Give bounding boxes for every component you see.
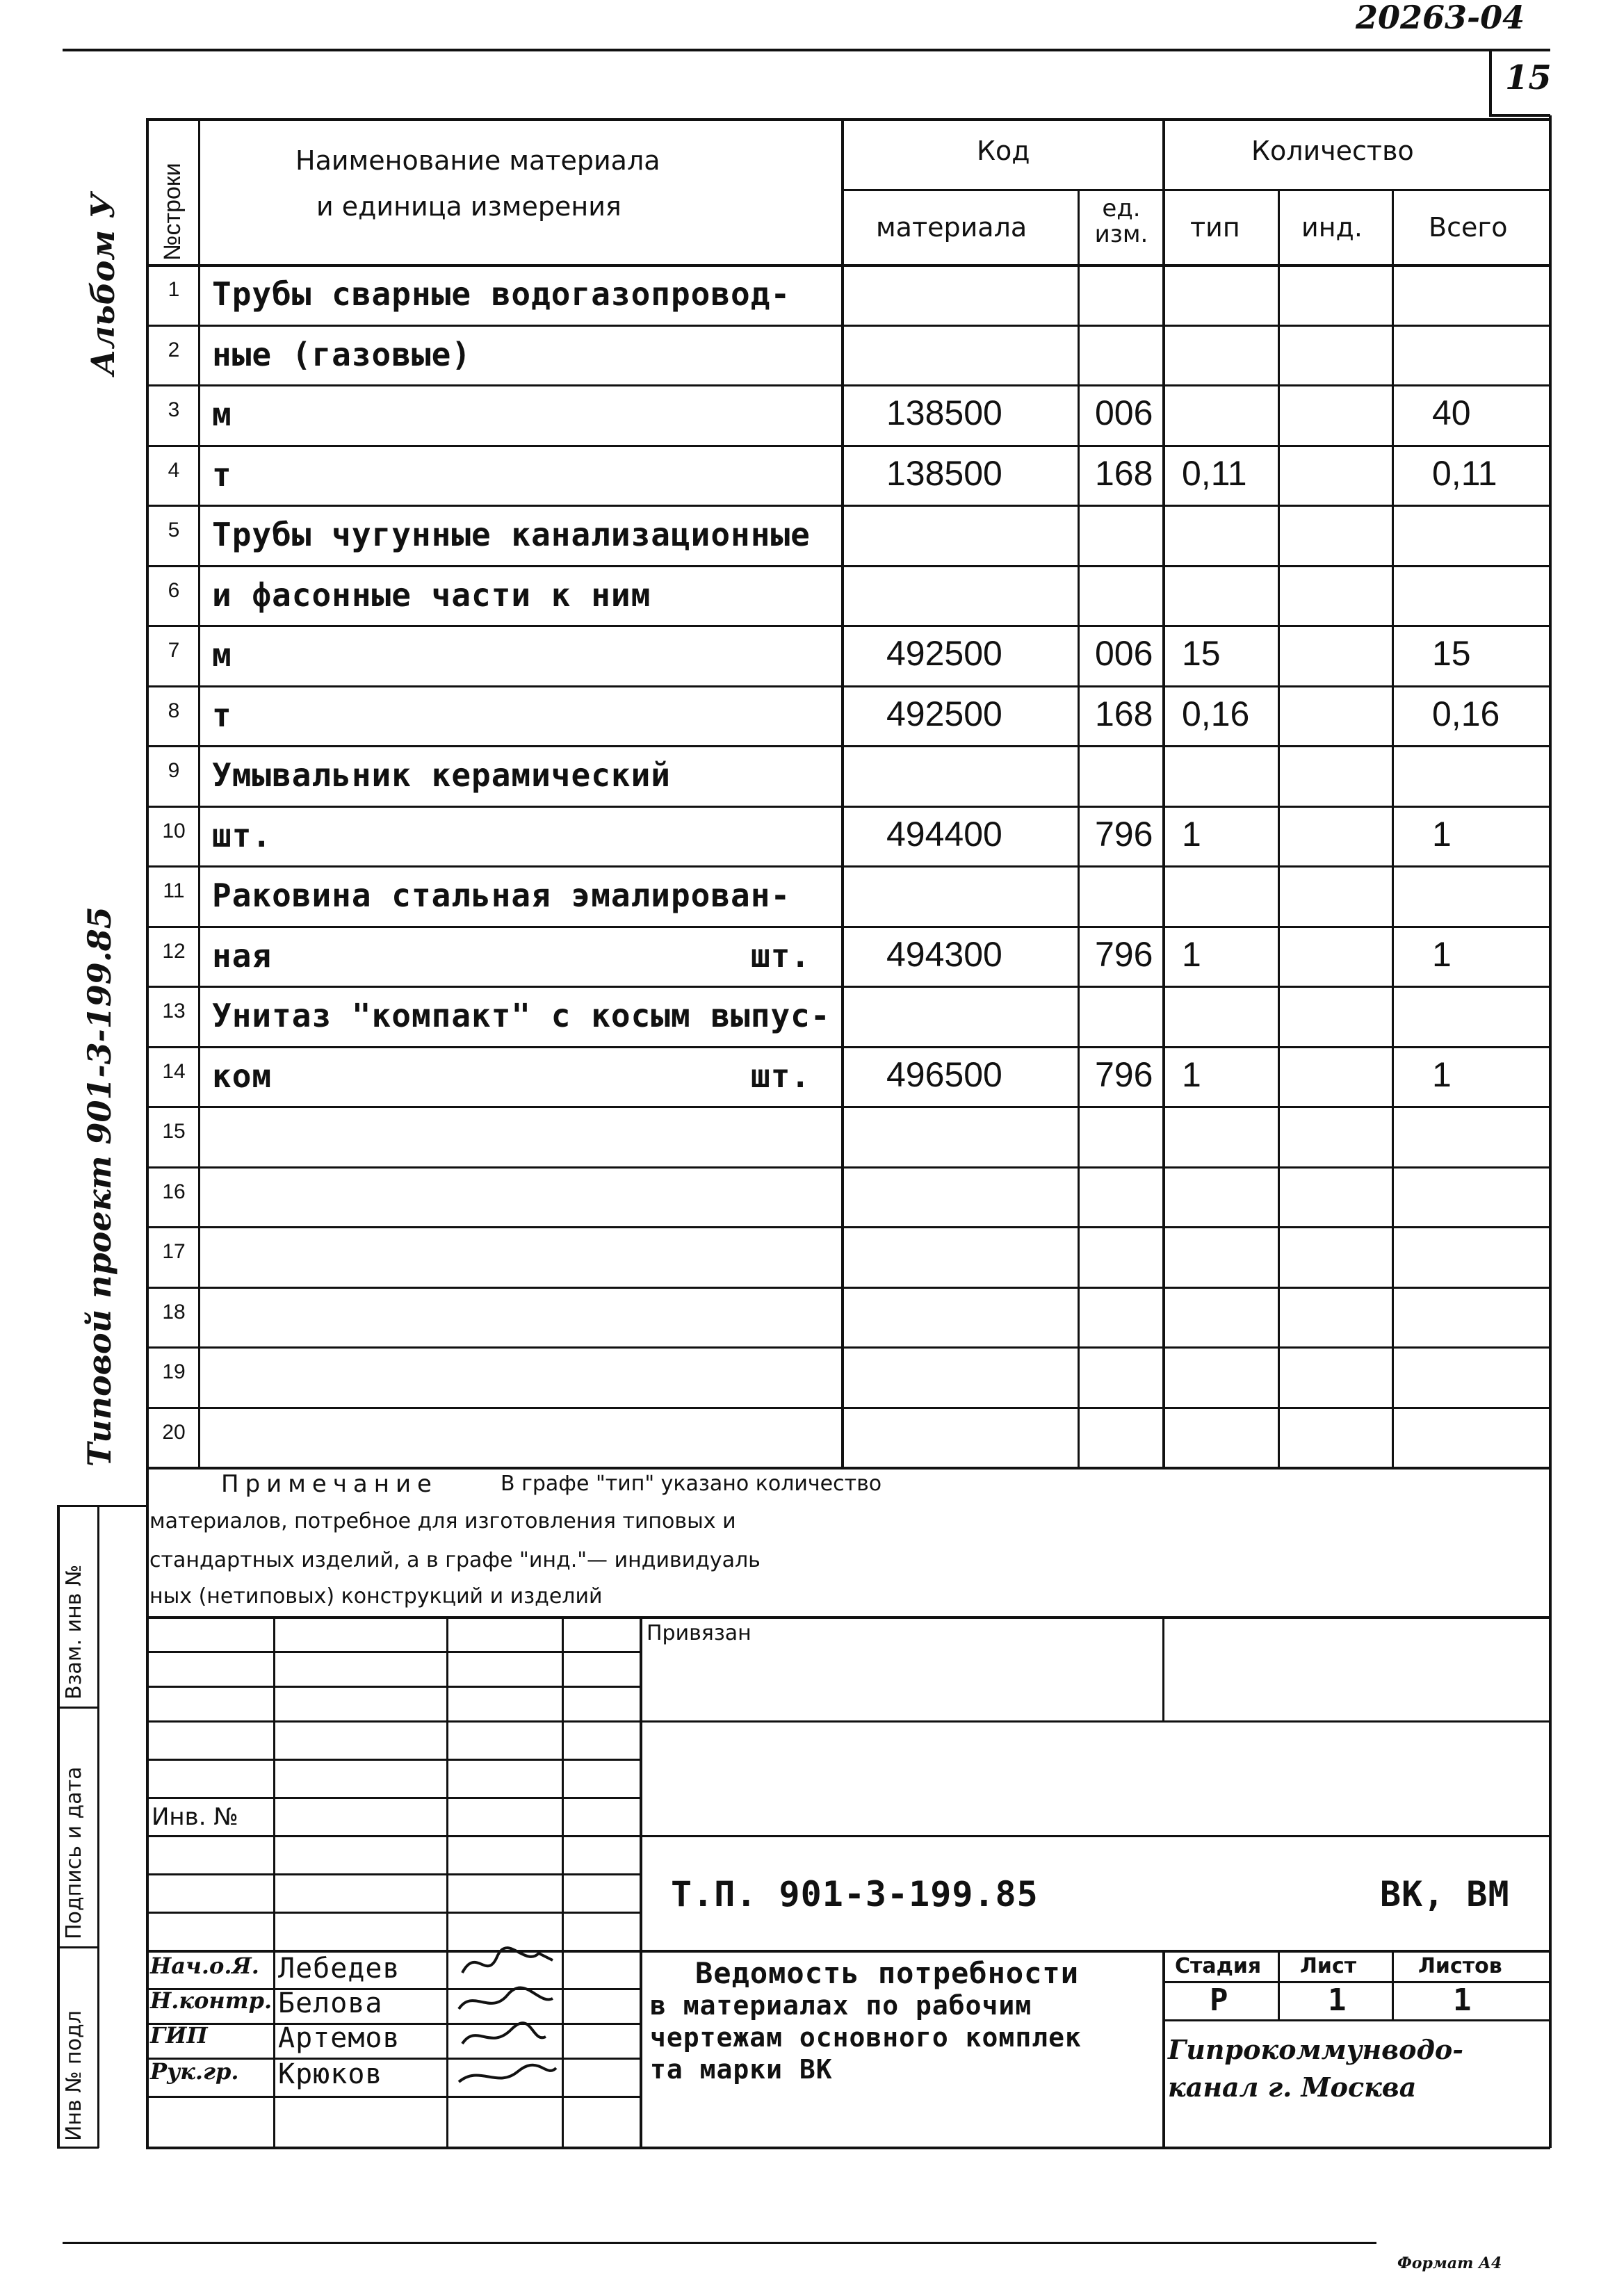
row-qty-tip: 1 xyxy=(1182,815,1201,854)
qty-header: Количество xyxy=(1251,136,1414,166)
table-row-line xyxy=(146,445,1550,447)
row-qty-total: 1 xyxy=(1432,1055,1452,1094)
row-number: 15 xyxy=(162,1120,186,1143)
table-row-line xyxy=(146,1046,1550,1048)
row-qty-total: 0,11 xyxy=(1432,454,1497,493)
sheets-value: 1 xyxy=(1453,1982,1472,2018)
table-row-line xyxy=(146,806,1550,808)
stamp-col-5 xyxy=(1162,1616,1164,1720)
col-tip-sep xyxy=(1278,189,1280,1468)
stage-values-line xyxy=(1162,2019,1550,2021)
row-number: 20 xyxy=(162,1421,186,1444)
stamp-top xyxy=(146,1616,1550,1619)
stamp-line-m xyxy=(146,2096,640,2098)
row-qty-tip: 0,11 xyxy=(1182,454,1247,493)
page-number-box-bottom xyxy=(1489,114,1550,117)
page-number-box-left xyxy=(1489,49,1492,115)
row-name: шт. xyxy=(212,817,273,854)
note-line3: стандартных изделий, а в графе "инд."— индивидуаль xyxy=(149,1548,761,1572)
inv-no-label: Инв. № xyxy=(152,1803,238,1831)
row-qty-total: 40 xyxy=(1432,393,1471,432)
name-header-line1: Наименование материала xyxy=(295,145,660,176)
qty-ind-header: инд. xyxy=(1301,212,1363,243)
stage-col-sep1 xyxy=(1278,1950,1280,2019)
row-qty-total: 0,16 xyxy=(1432,694,1500,733)
row-name: м xyxy=(212,636,232,674)
sheet-label: Лист xyxy=(1300,1954,1357,1978)
row-name: Умывальник керамический xyxy=(212,756,671,794)
col-ind-sep xyxy=(1392,189,1394,1468)
row-number: 1 xyxy=(168,278,180,301)
table-row-line xyxy=(146,565,1550,567)
stage-label: Стадия xyxy=(1175,1954,1262,1978)
row-name: ная xyxy=(212,937,273,975)
stamp-col-1 xyxy=(273,1616,275,2147)
row-unit: шт. xyxy=(751,937,811,975)
row-qty-total: 1 xyxy=(1432,935,1452,974)
table-row-line xyxy=(146,1407,1550,1409)
row-number: 12 xyxy=(162,940,186,963)
left-strip-mid xyxy=(97,1505,99,2148)
table-row-line xyxy=(146,865,1550,868)
vzam-label: Взам. инв № xyxy=(62,1564,86,1700)
row-material-code: 138500 xyxy=(886,393,1002,432)
row-number: 3 xyxy=(168,398,180,421)
row-number: 18 xyxy=(162,1301,186,1324)
row-number: 19 xyxy=(162,1360,186,1383)
table-row-line xyxy=(146,685,1550,687)
signatory-role: Рук.гр. xyxy=(150,2058,239,2085)
signatory-role: Нач.о.Я. xyxy=(150,1953,259,1979)
qty-total-header: Всего xyxy=(1429,212,1508,243)
table-top xyxy=(146,118,1550,121)
table-row-line xyxy=(146,745,1550,747)
marks: ВК, ВМ xyxy=(1380,1874,1510,1914)
top-border-line xyxy=(63,49,1550,51)
stamp-line-e xyxy=(146,1797,640,1799)
table-row-line xyxy=(146,1166,1550,1169)
note-line1: В графе "тип" указано количество xyxy=(501,1472,882,1496)
row-number: 8 xyxy=(168,699,180,722)
sheets-label: Листов xyxy=(1418,1954,1502,1978)
row-material-code: 494400 xyxy=(886,815,1002,854)
row-name: т xyxy=(212,697,232,734)
row-material-code: 492500 xyxy=(886,634,1002,673)
row-material-code: 494300 xyxy=(886,935,1002,974)
table-row-line xyxy=(146,505,1550,507)
sheet-value: 1 xyxy=(1328,1982,1347,2018)
row-number: 5 xyxy=(168,519,180,542)
row-number: 10 xyxy=(162,820,186,842)
stamp-col-6 xyxy=(1162,1950,1165,2147)
row-name: Раковина стальная эмалирован- xyxy=(212,877,791,914)
row-name: м xyxy=(212,396,232,433)
note-title: Примечание xyxy=(221,1470,438,1498)
stage-col-sep2 xyxy=(1392,1950,1394,2019)
row-number: 9 xyxy=(168,759,180,782)
table-right xyxy=(1549,115,1552,2148)
stamp-line-g xyxy=(146,1873,640,1875)
album-label: Альбом У xyxy=(84,193,122,375)
stamp-line-d xyxy=(146,1759,640,1761)
title-line3: чертежам основного комплек xyxy=(650,2022,1082,2053)
sign-label: Подпись и дата xyxy=(62,1766,86,1939)
org-line1: Гипрокоммунводо- xyxy=(1168,2034,1463,2065)
project-label: Типовой проект 901-3-199.85 xyxy=(81,906,118,1467)
row-qty-total: 1 xyxy=(1432,815,1452,854)
note-line2: материалов, потребное для изготовления типовых и xyxy=(149,1509,736,1533)
kod-header: Код xyxy=(977,136,1030,166)
row-unit-code: 168 xyxy=(1095,454,1153,493)
table-bottom xyxy=(146,1467,1550,1469)
left-strip-bottom xyxy=(57,2147,99,2149)
row-name: и фасонные части к ним xyxy=(212,576,651,614)
table-row-line xyxy=(146,986,1550,988)
privyazan-label: Привязан xyxy=(647,1621,751,1645)
table-row-line xyxy=(146,325,1550,327)
rownum-header: №строки xyxy=(159,163,186,261)
signatory-name: Артемов xyxy=(278,2022,400,2054)
row-unit-code: 796 xyxy=(1095,815,1153,854)
note-line4: ных (нетиповых) конструкций и изделий xyxy=(149,1584,603,1609)
signatory-name: Крюков xyxy=(278,2058,383,2090)
kod-material-header: материала xyxy=(876,212,1027,243)
table-row-line xyxy=(146,926,1550,928)
row-number: 4 xyxy=(168,459,180,482)
title-line4: та марки ВК xyxy=(650,2054,833,2085)
table-row-line xyxy=(146,1287,1550,1289)
signatory-name: Белова xyxy=(278,1987,383,2019)
left-strip-sep1 xyxy=(57,1707,99,1709)
row-name: Унитаз "компакт" с косым выпус- xyxy=(212,997,831,1034)
signatory-name: Лебедев xyxy=(278,1953,400,1985)
table-row-line xyxy=(146,1346,1550,1349)
stamp-col-4 xyxy=(640,1616,642,2147)
row-name: т xyxy=(212,456,232,494)
document-code: 20263-04 xyxy=(1356,0,1525,36)
row-unit-code: 006 xyxy=(1095,393,1153,432)
row-unit-code: 168 xyxy=(1095,694,1153,733)
row-unit-code: 796 xyxy=(1095,1055,1153,1094)
page-number: 15 xyxy=(1505,58,1552,97)
row-number: 14 xyxy=(162,1060,186,1083)
designation: Т.П. 901-3-199.85 xyxy=(671,1874,1039,1914)
inv-label: Инв № подл xyxy=(62,2010,86,2141)
row-qty-tip: 1 xyxy=(1182,935,1201,974)
row-name: ком xyxy=(212,1057,273,1095)
org-line2: канал г. Москва xyxy=(1168,2071,1417,2103)
row-number: 11 xyxy=(163,879,185,902)
row-number: 13 xyxy=(162,1000,186,1023)
signatory-role: ГИП xyxy=(150,2022,208,2049)
stamp-line-c xyxy=(146,1720,1550,1723)
header-sub-line xyxy=(841,189,1550,191)
row-name: Трубы чугунные канализационные xyxy=(212,516,811,553)
col-name-sep xyxy=(841,118,844,1468)
stamp-line-b xyxy=(146,1686,640,1688)
row-number: 2 xyxy=(168,339,180,361)
stamp-line-f xyxy=(146,1835,1550,1837)
left-strip-left xyxy=(57,1505,60,2148)
kod-unit-header: ед. изм. xyxy=(1094,195,1148,249)
row-unit-code: 006 xyxy=(1095,634,1153,673)
left-strip-sep2 xyxy=(57,1946,99,1948)
col-unit-sep xyxy=(1162,118,1165,1468)
qty-tip-header: тип xyxy=(1190,212,1240,243)
table-left xyxy=(146,118,149,2148)
signatures xyxy=(448,1939,563,2099)
title-line1: Ведомость потребности xyxy=(695,1956,1080,1990)
row-qty-tip: 15 xyxy=(1182,634,1221,673)
col-rownum-sep xyxy=(198,118,200,1468)
row-number: 7 xyxy=(168,639,180,662)
row-name: ные (газовые) xyxy=(212,336,472,373)
row-qty-tip: 0,16 xyxy=(1182,694,1250,733)
row-material-code: 496500 xyxy=(886,1055,1002,1094)
row-number: 16 xyxy=(162,1180,186,1203)
left-strip-top xyxy=(57,1505,147,1507)
stamp-bottom xyxy=(146,2147,1550,2149)
row-number: 17 xyxy=(162,1240,186,1263)
row-number: 6 xyxy=(168,579,180,602)
header-bottom xyxy=(146,264,1550,267)
title-line2: в материалах по рабочим xyxy=(650,1990,1032,2021)
row-qty-total: 15 xyxy=(1432,634,1471,673)
col-code-sep xyxy=(1078,189,1080,1468)
row-qty-tip: 1 xyxy=(1182,1055,1201,1094)
row-unit-code: 796 xyxy=(1095,935,1153,974)
table-row-line xyxy=(146,625,1550,627)
stage-value: Р xyxy=(1210,1982,1229,2018)
name-header-line2: и единица измерения xyxy=(316,191,621,222)
table-row-line xyxy=(146,1226,1550,1228)
stamp-line-a xyxy=(146,1651,640,1653)
stamp-line-h xyxy=(146,1912,640,1914)
row-name: Трубы сварные водогазопровод- xyxy=(212,275,791,313)
signatory-role: Н.контр. xyxy=(150,1987,273,2014)
table-row-line xyxy=(146,1106,1550,1108)
format-label: Формат А4 xyxy=(1397,2254,1502,2272)
table-row-line xyxy=(146,384,1550,386)
row-material-code: 138500 xyxy=(886,454,1002,493)
row-unit: шт. xyxy=(751,1057,811,1095)
bottom-line xyxy=(63,2242,1376,2244)
row-material-code: 492500 xyxy=(886,694,1002,733)
